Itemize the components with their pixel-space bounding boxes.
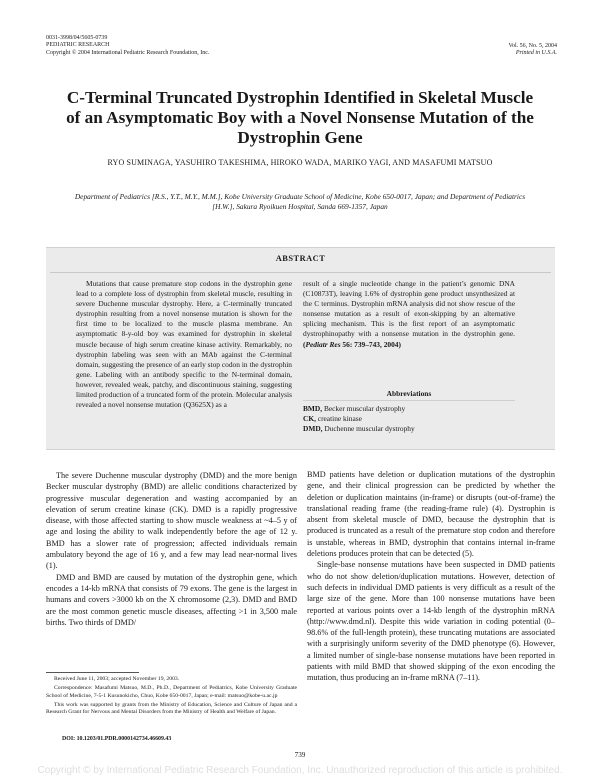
printed-in: Printed in U.S.A. bbox=[515, 50, 557, 57]
body-paragraph: DMD and BMD are caused by mutation of the dystrophin gene, which encodes a 14-kb mRNA that consists of 79 exons. The gene is the largest in humans and covers >3000 kb on the X chromosome (2,3). DMD and BMD are the most common genetic muscle diseases, affecting >1 in 3,500 male births. Two thirds of DMD/ bbox=[46, 572, 297, 627]
affiliations: Department of Pediatrics [R.S., Y.T., M.Y., M.M.], Kobe University Graduate School of Medicine, Kobe 650-0017, Japan; and Department of Pediatrics [H.W.], Sakura Ryoikuen Hospital, Sanda 669-1357, Japan bbox=[74, 192, 526, 211]
abbreviation-item: DMD, Duchenne muscular dystrophy bbox=[303, 424, 415, 434]
abbreviations-divider bbox=[303, 400, 515, 401]
abstract-citation: (Pediatr Res 56: 739–743, 2004) bbox=[303, 339, 401, 349]
article-title: C-Terminal Truncated Dystrophin Identified in Skeletal Muscle of an Asymptomatic Boy with a Novel Nonsense Mutation of the Dystrophin Gene bbox=[66, 88, 534, 147]
abbreviations-block bbox=[303, 389, 515, 434]
body-left-column bbox=[46, 470, 297, 628]
doi: DOI: 10.1203/01.PDR.0000142734.46609.43 bbox=[62, 736, 172, 742]
footnote-funding: This work was supported by grants from the Ministry of Education, Science and Culture of Japan and a Research Grant for Nervous and Mental Disorders from the Ministry of Health and Welfare of Japan. bbox=[46, 701, 297, 715]
abbreviations-heading: Abbreviations bbox=[386, 389, 432, 398]
body-right-column bbox=[307, 469, 555, 684]
abstract-box bbox=[46, 247, 555, 450]
abstract-right-column bbox=[303, 279, 515, 350]
copyright-line: Copyright © 2004 International Pediatric Research Foundation, Inc. bbox=[46, 49, 210, 56]
abstract-heading: ABSTRACT bbox=[275, 254, 326, 263]
copyright-watermark: Copyright © by International Pediatric Research Foundation, Inc. Unauthorized reproduction of this article is prohibited. bbox=[37, 765, 563, 776]
author-list: RYO SUMINAGA, YASUHIRO TAKESHIMA, HIROKO WADA, MARIKO YAGI, AND MASAFUMI MATSUO bbox=[107, 158, 493, 167]
abbreviation-item: CK, creatine kinase bbox=[303, 414, 362, 424]
footnote-correspondence: Correspondence: Masafumi Matsuo, M.D., Ph.D., Department of Pediatrics, Kobe University Graduate School of Medicine, 7-5-1 Kusunokicho, Chuo, Kobe 650-0017, Japan; e-mail: matsuo@kobe-u.ac.jp bbox=[46, 685, 297, 699]
journal-name: PEDIATRIC RESEARCH bbox=[46, 42, 110, 49]
citation-journal: Pediatr Res bbox=[305, 339, 341, 349]
footnote-divider bbox=[46, 672, 139, 673]
running-header-left bbox=[46, 35, 209, 57]
running-header-right bbox=[508, 43, 557, 58]
issn: 0031-3998/04/5605-0739 bbox=[46, 35, 108, 41]
body-paragraph: BMD patients have deletion or duplication mutations of the dystrophin gene, and their clinical progression can be predicted by whether the deletion or duplication maintains (in-frame) or disrupts (out-of-frame) the translational reading frame (the reading-frame rule) (4). Dystrophin is absent from skeletal muscle of DMD, because the dystrophin that is produced is truncated as a result of the premature stop codon and therefore is unstable, whereas in BMD, dystrophin that contains internal in-frame deletions produces protein that can be detected (5). bbox=[307, 470, 555, 559]
page-number: 739 bbox=[294, 751, 306, 759]
footnotes bbox=[46, 676, 297, 718]
body-paragraph: The severe Duchenne muscular dystrophy (DMD) and the more benign Becker muscular dystrophy (BMD) are allelic conditions characterized by progressive muscular degeneration and wasting accompanied by an elevation of serum creatine kinase (CK). DMD is a rapidly progressive disease, with those affected starting to show muscle weakness at ~4–5 y of age and losing the ability to walk independently before the age of 12 y. BMD has a slower rate of progression; affected individuals remain ambulatory beyond the age of 16 y, and a few may lead near-normal lives (1). bbox=[46, 471, 297, 571]
abbreviation-item: BMD, Becker muscular dystrophy bbox=[303, 404, 406, 414]
footnote-received: Received June 11, 2003; accepted November 19, 2003. bbox=[54, 676, 180, 682]
abstract-right-text: result of a single nucleotide change in the patient’s genomic DNA (C10873T), leaving 1.6% of dystrophin gene product unsynthesized at the C terminus. Dystrophin mRNA analysis did not show rescue of the nonsense mutation as a result of exon-skipping by an alternative splicing mechanism. This is the first report of an asymptomatic dystrophinopathy with a nonsense mutation in the dystrophin gene. bbox=[303, 279, 515, 339]
abstract-left-column: Mutations that cause premature stop codons in the dystrophin gene lead to a complete loss of dystrophin from skeletal muscle, resulting in severe Duchenne muscular dystrophy. Here, a C-terminally truncated dystrophin resulting from a novel nonsense mutation is shown for the first time to be localized to the muscle plasma membrane. An asymptomatic 8-y-old boy was examined for dystrophin in skeletal muscle because of high serum creatine kinase activity. Remarkably, no dystrophin labeling was seen with an MAb against the C-terminal domain, suggesting the presence of an early stop codon in the dystrophin gene. Labeling with an antibody specific to the N-terminal domain, however, revealed weak, patchy, and discontinuous staining, suggesting limited production of a truncated form of the protein. Molecular analysis revealed a novel nonsense mutation (Q3625X) as a bbox=[76, 279, 292, 410]
body-paragraph: Single-base nonsense mutations have been suspected in DMD patients who do not show deletion/duplication mutations. However, detection of such defects in individual DMD patients is very difficult as a result of the large size of the gene. More than 100 nonsense mutations have been reported at various points over a 14-kb length of the dystrophin mRNA (http://www.dmd.nl). Despite this wide variation in coding potential (0–98.6% of the full-length protein), these truncating mutations are associated with a surprisingly uniform severity of the DMD phenotype (6). However, a limited number of single-base nonsense mutations have been reported in patients with mild BMD that showed skipping of the exon encoding the mutation, thus producing an in-frame mRNA (7–11). bbox=[307, 560, 555, 683]
volume-info: Vol. 56, No. 5, 2004 bbox=[508, 43, 557, 49]
abstract-divider bbox=[50, 272, 551, 273]
